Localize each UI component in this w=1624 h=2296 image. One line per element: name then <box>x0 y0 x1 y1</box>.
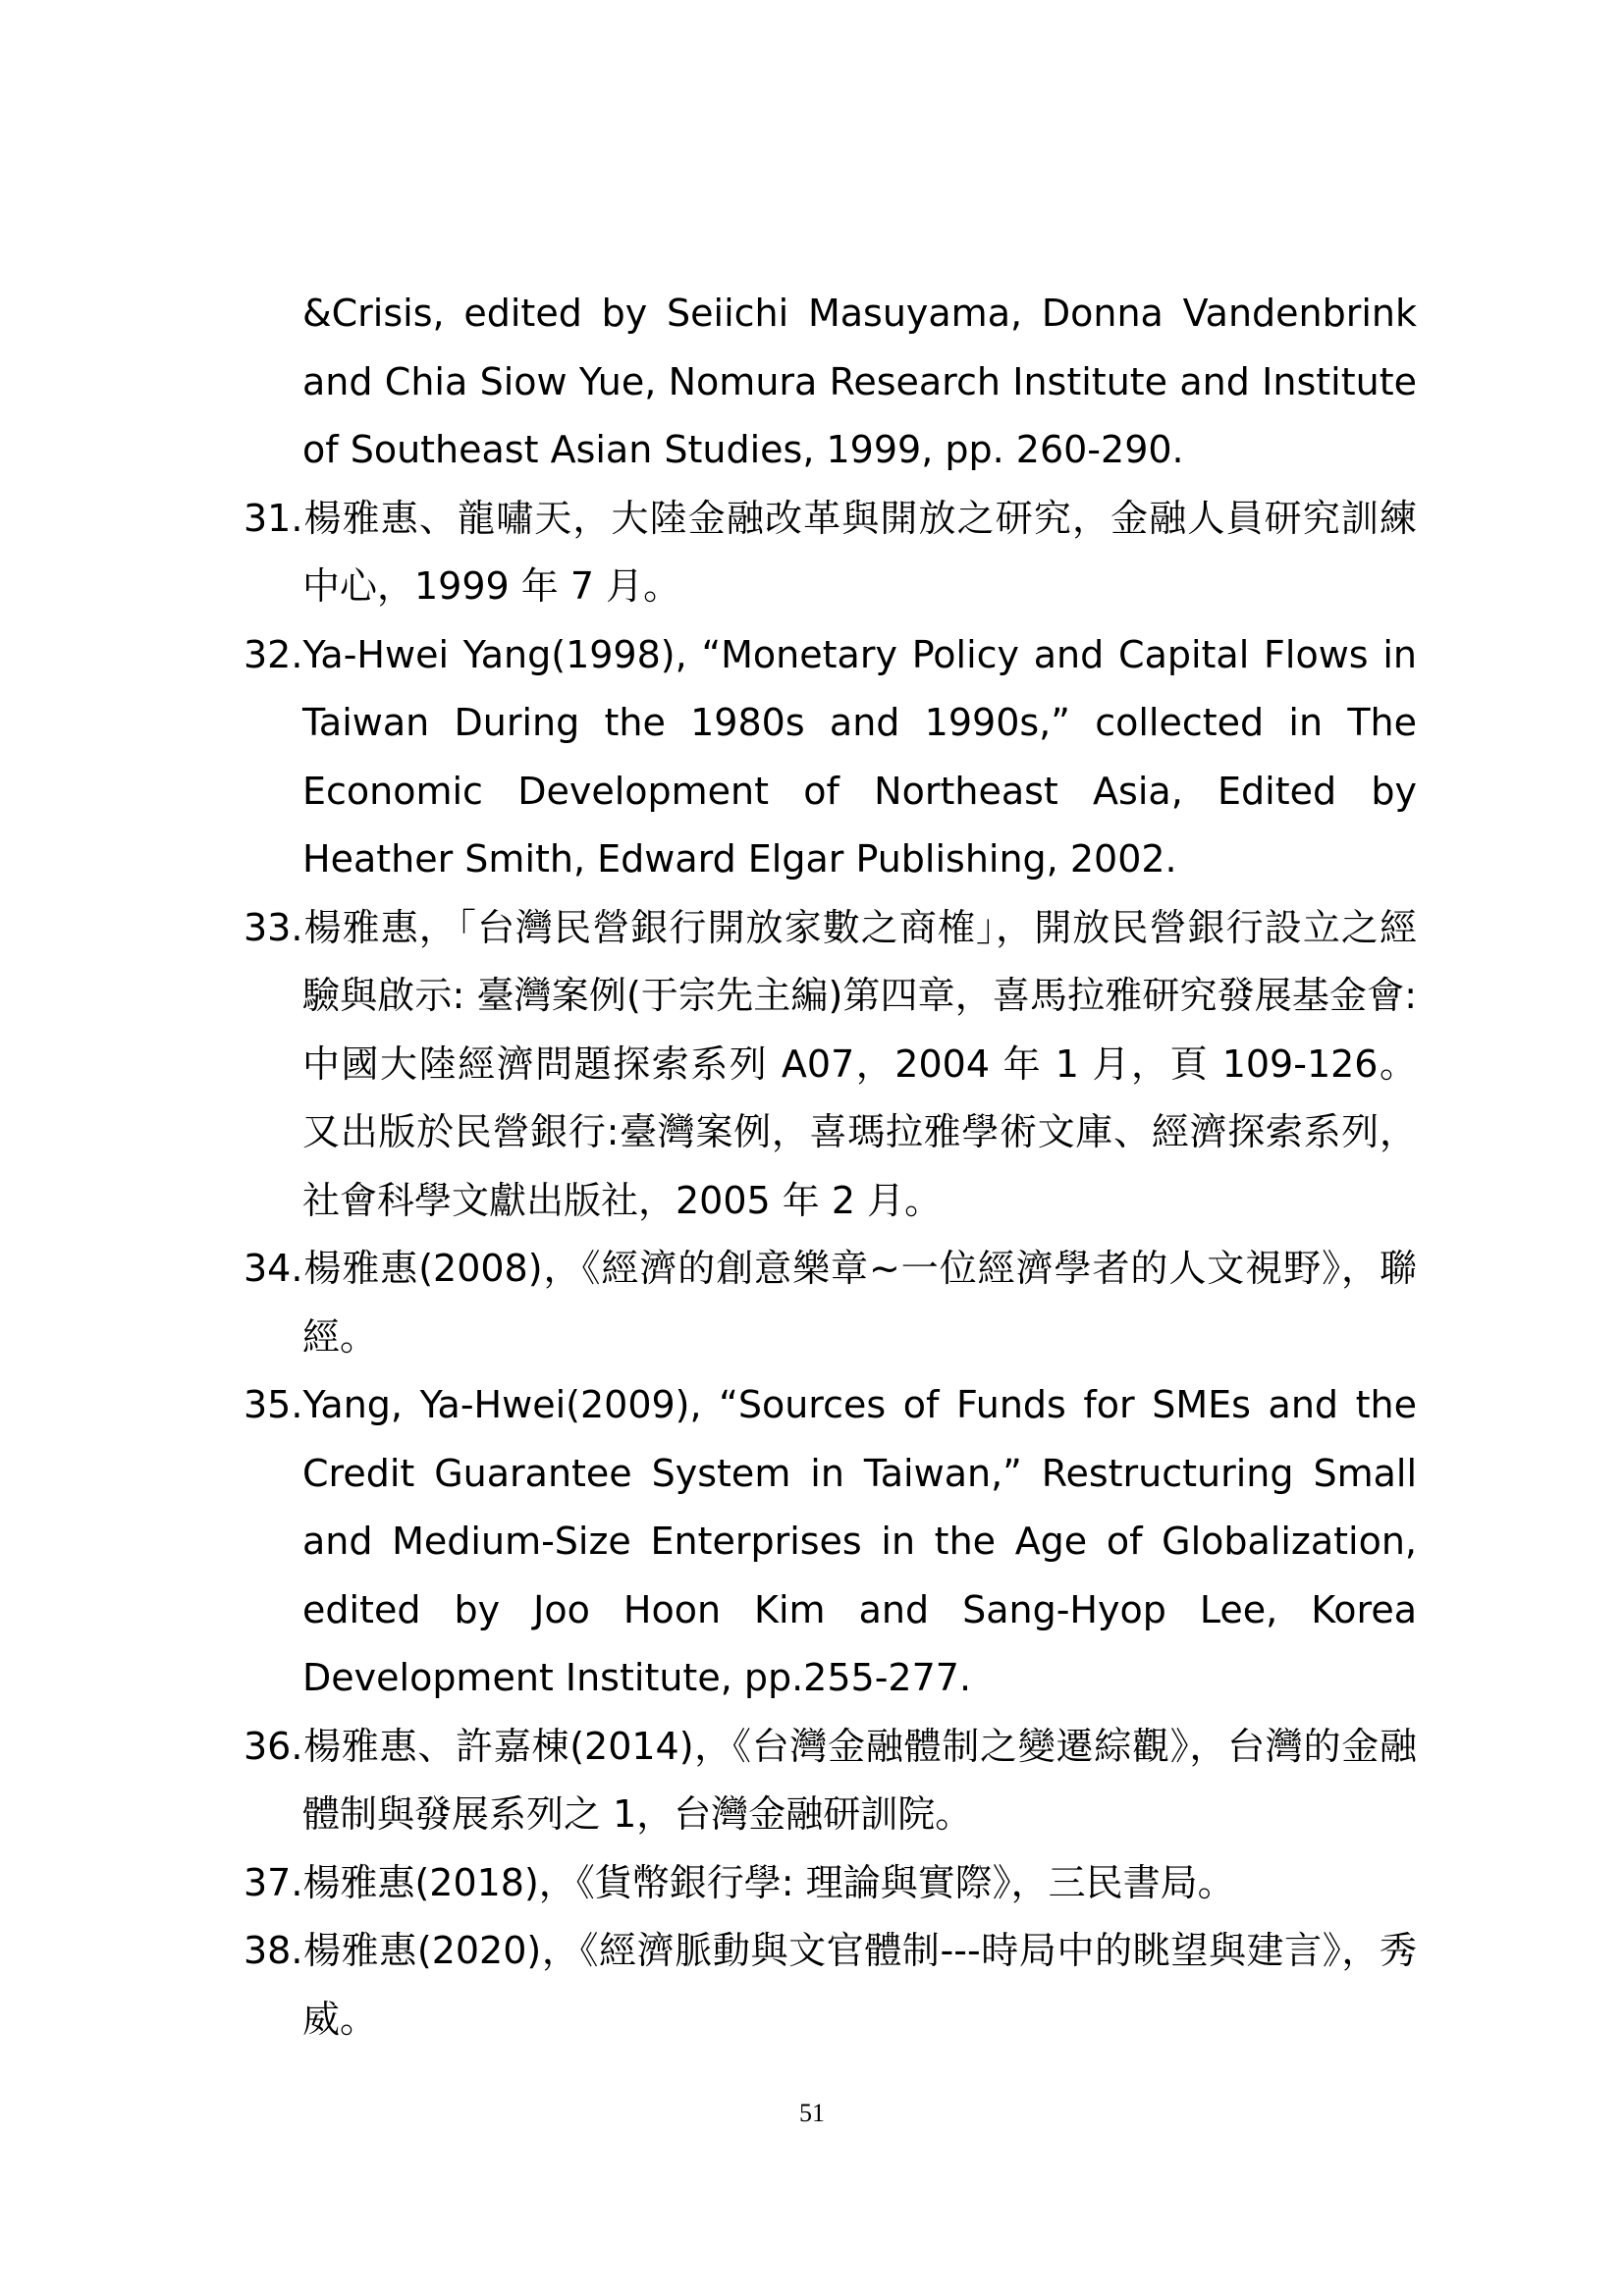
reference-number: 33. <box>244 905 303 949</box>
reference-text: Ya-Hwei Yang(1998), “Monetary Policy and Capital Flows in Taiwan During the 1980s and 1990s,” collected in The Economic Development of Northeast Asia, Edited by Heather Smith, Edward Elgar Publishing, 2002. <box>302 632 1417 881</box>
reference-32 <box>244 621 1417 894</box>
reference-text: 楊雅惠、許嘉棟(2014)，《台灣金融體制之變遷綜觀》，台灣的金融體制與發展系列之 1，台灣金融研訓院。 <box>302 1724 1417 1836</box>
reference-text: 楊雅惠，「台灣民營銀行開放家數之商榷」，開放民營銀行設立之經驗與啟示: 臺灣案例(于宗先主編)第四章，喜馬拉雅研究發展基金會:中國大陸經濟問題探索系列 A07，2004 年 1 月，頁 109-126。又出版於民營銀行:臺灣案例，喜瑪拉雅學術文庫、經濟探索系列，社會科學文獻出版社，2005 年 2 月。 <box>302 905 1417 1222</box>
reference-37 <box>244 1849 1417 1918</box>
reference-34 <box>244 1235 1417 1371</box>
reference-list <box>244 280 1417 2054</box>
reference-35 <box>244 1371 1417 1713</box>
reference-text: 楊雅惠(2020)，《經濟脈動與文官體制---時局中的眺望與建言》，秀威。 <box>302 1929 1417 2041</box>
reference-number: 38. <box>244 1929 303 1972</box>
reference-36 <box>244 1713 1417 1849</box>
reference-number: 34. <box>244 1247 303 1290</box>
reference-38 <box>244 1917 1417 2054</box>
reference-number: 35. <box>244 1383 303 1426</box>
reference-text: 楊雅惠(2018)，《貨幣銀行學: 理論與實際》，三民書局。 <box>302 1860 1235 1904</box>
reference-text: 楊雅惠、龍嘯天，大陸金融改革與開放之研究，金融人員研究訓練中心，1999 年 7 月。 <box>302 496 1417 608</box>
page-number: 51 <box>799 2099 825 2127</box>
reference-30-continuation: &Crisis, edited by Seiichi Masuyama, Donna Vandenbrink and Chia Siow Yue, Nomura Research Institute and Institute of Southeast Asian Studies, 1999, pp. 260-290. <box>302 292 1417 471</box>
reference-number: 36. <box>244 1724 303 1768</box>
reference-33 <box>244 894 1417 1236</box>
reference-number: 31. <box>244 496 303 540</box>
reference-number: 37. <box>244 1860 303 1904</box>
reference-number: 32. <box>244 632 303 676</box>
reference-text: Yang, Ya-Hwei(2009), “Sources of Funds for SMEs and the Credit Guarantee System in Taiwan,” Restructuring Small and Medium-Size Enterprises in the Age of Globalization, edited by Joo Hoon Kim and Sang-Hyop Lee, Korea Development Institute, pp.255-277. <box>302 1383 1417 1699</box>
reference-text: 楊雅惠(2008)，《經濟的創意樂章~一位經濟學者的人文視野》，聯經。 <box>302 1247 1417 1359</box>
reference-31 <box>244 485 1417 621</box>
